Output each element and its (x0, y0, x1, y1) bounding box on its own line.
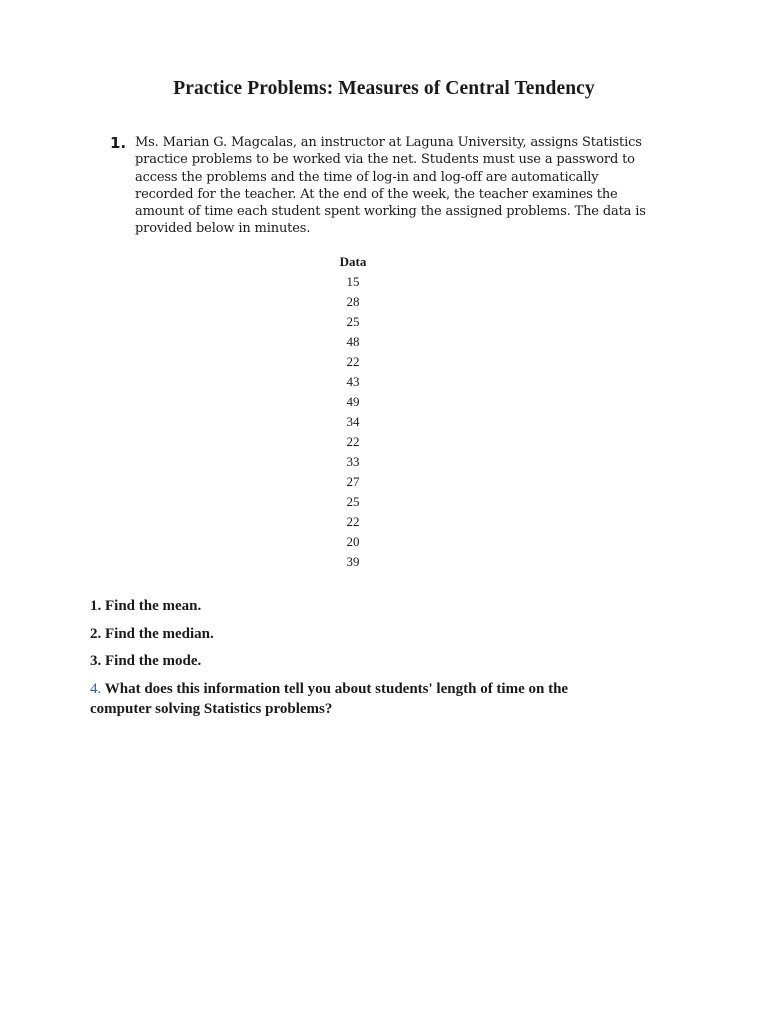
data-cell: 39 (346, 554, 360, 569)
data-table-header: Data (339, 254, 367, 269)
question-interpretation (90, 679, 690, 719)
page-title: Practice Problems: Measures of Central Tendency (173, 78, 595, 99)
data-cell: 48 (346, 334, 360, 349)
question-text: What does this information tell you about students' length of time on the (101, 680, 569, 697)
problem-line: provided below in minutes. (135, 221, 311, 237)
question-mean: 1. Find the mean. (90, 598, 202, 614)
data-cell: 27 (346, 474, 360, 489)
question-interpretation-line-1 (90, 679, 690, 699)
data-cell: 20 (346, 534, 360, 549)
data-cell: 34 (346, 414, 360, 429)
data-cell: 22 (346, 514, 360, 529)
problem-number: 1. (110, 134, 127, 152)
data-cell: 15 (346, 274, 360, 289)
question-interpretation-line-2: computer solving Statistics problems? (90, 700, 333, 717)
data-cell: 22 (346, 354, 360, 369)
problem-line: practice problems to be worked via the net. Students must use a password to (135, 152, 635, 168)
question-median: 2. Find the median. (90, 625, 214, 642)
question-list (90, 596, 690, 719)
data-cell: 25 (346, 494, 360, 509)
data-cell: 43 (346, 374, 360, 389)
question-number: 4. (90, 680, 102, 697)
data-cell: 33 (346, 454, 360, 469)
problem-line: recorded for the teacher. At the end of the week, the teacher examines the (135, 186, 618, 202)
problem-description (135, 134, 690, 238)
data-cell: 22 (346, 434, 360, 449)
question-mode: 3. Find the mode. (90, 653, 202, 669)
data-cell: 28 (346, 294, 360, 309)
problem-line: amount of time each student spent working the assigned problems. The data is (135, 204, 646, 220)
problem-line: access the problems and the time of log-in and log-off are automatically (135, 169, 599, 185)
problem-line: Ms. Marian G. Magcalas, an instructor at Laguna University, assigns Statistics (135, 135, 642, 150)
data-cell: 25 (346, 314, 360, 329)
data-cell: 49 (346, 394, 360, 409)
data-table (328, 253, 378, 573)
